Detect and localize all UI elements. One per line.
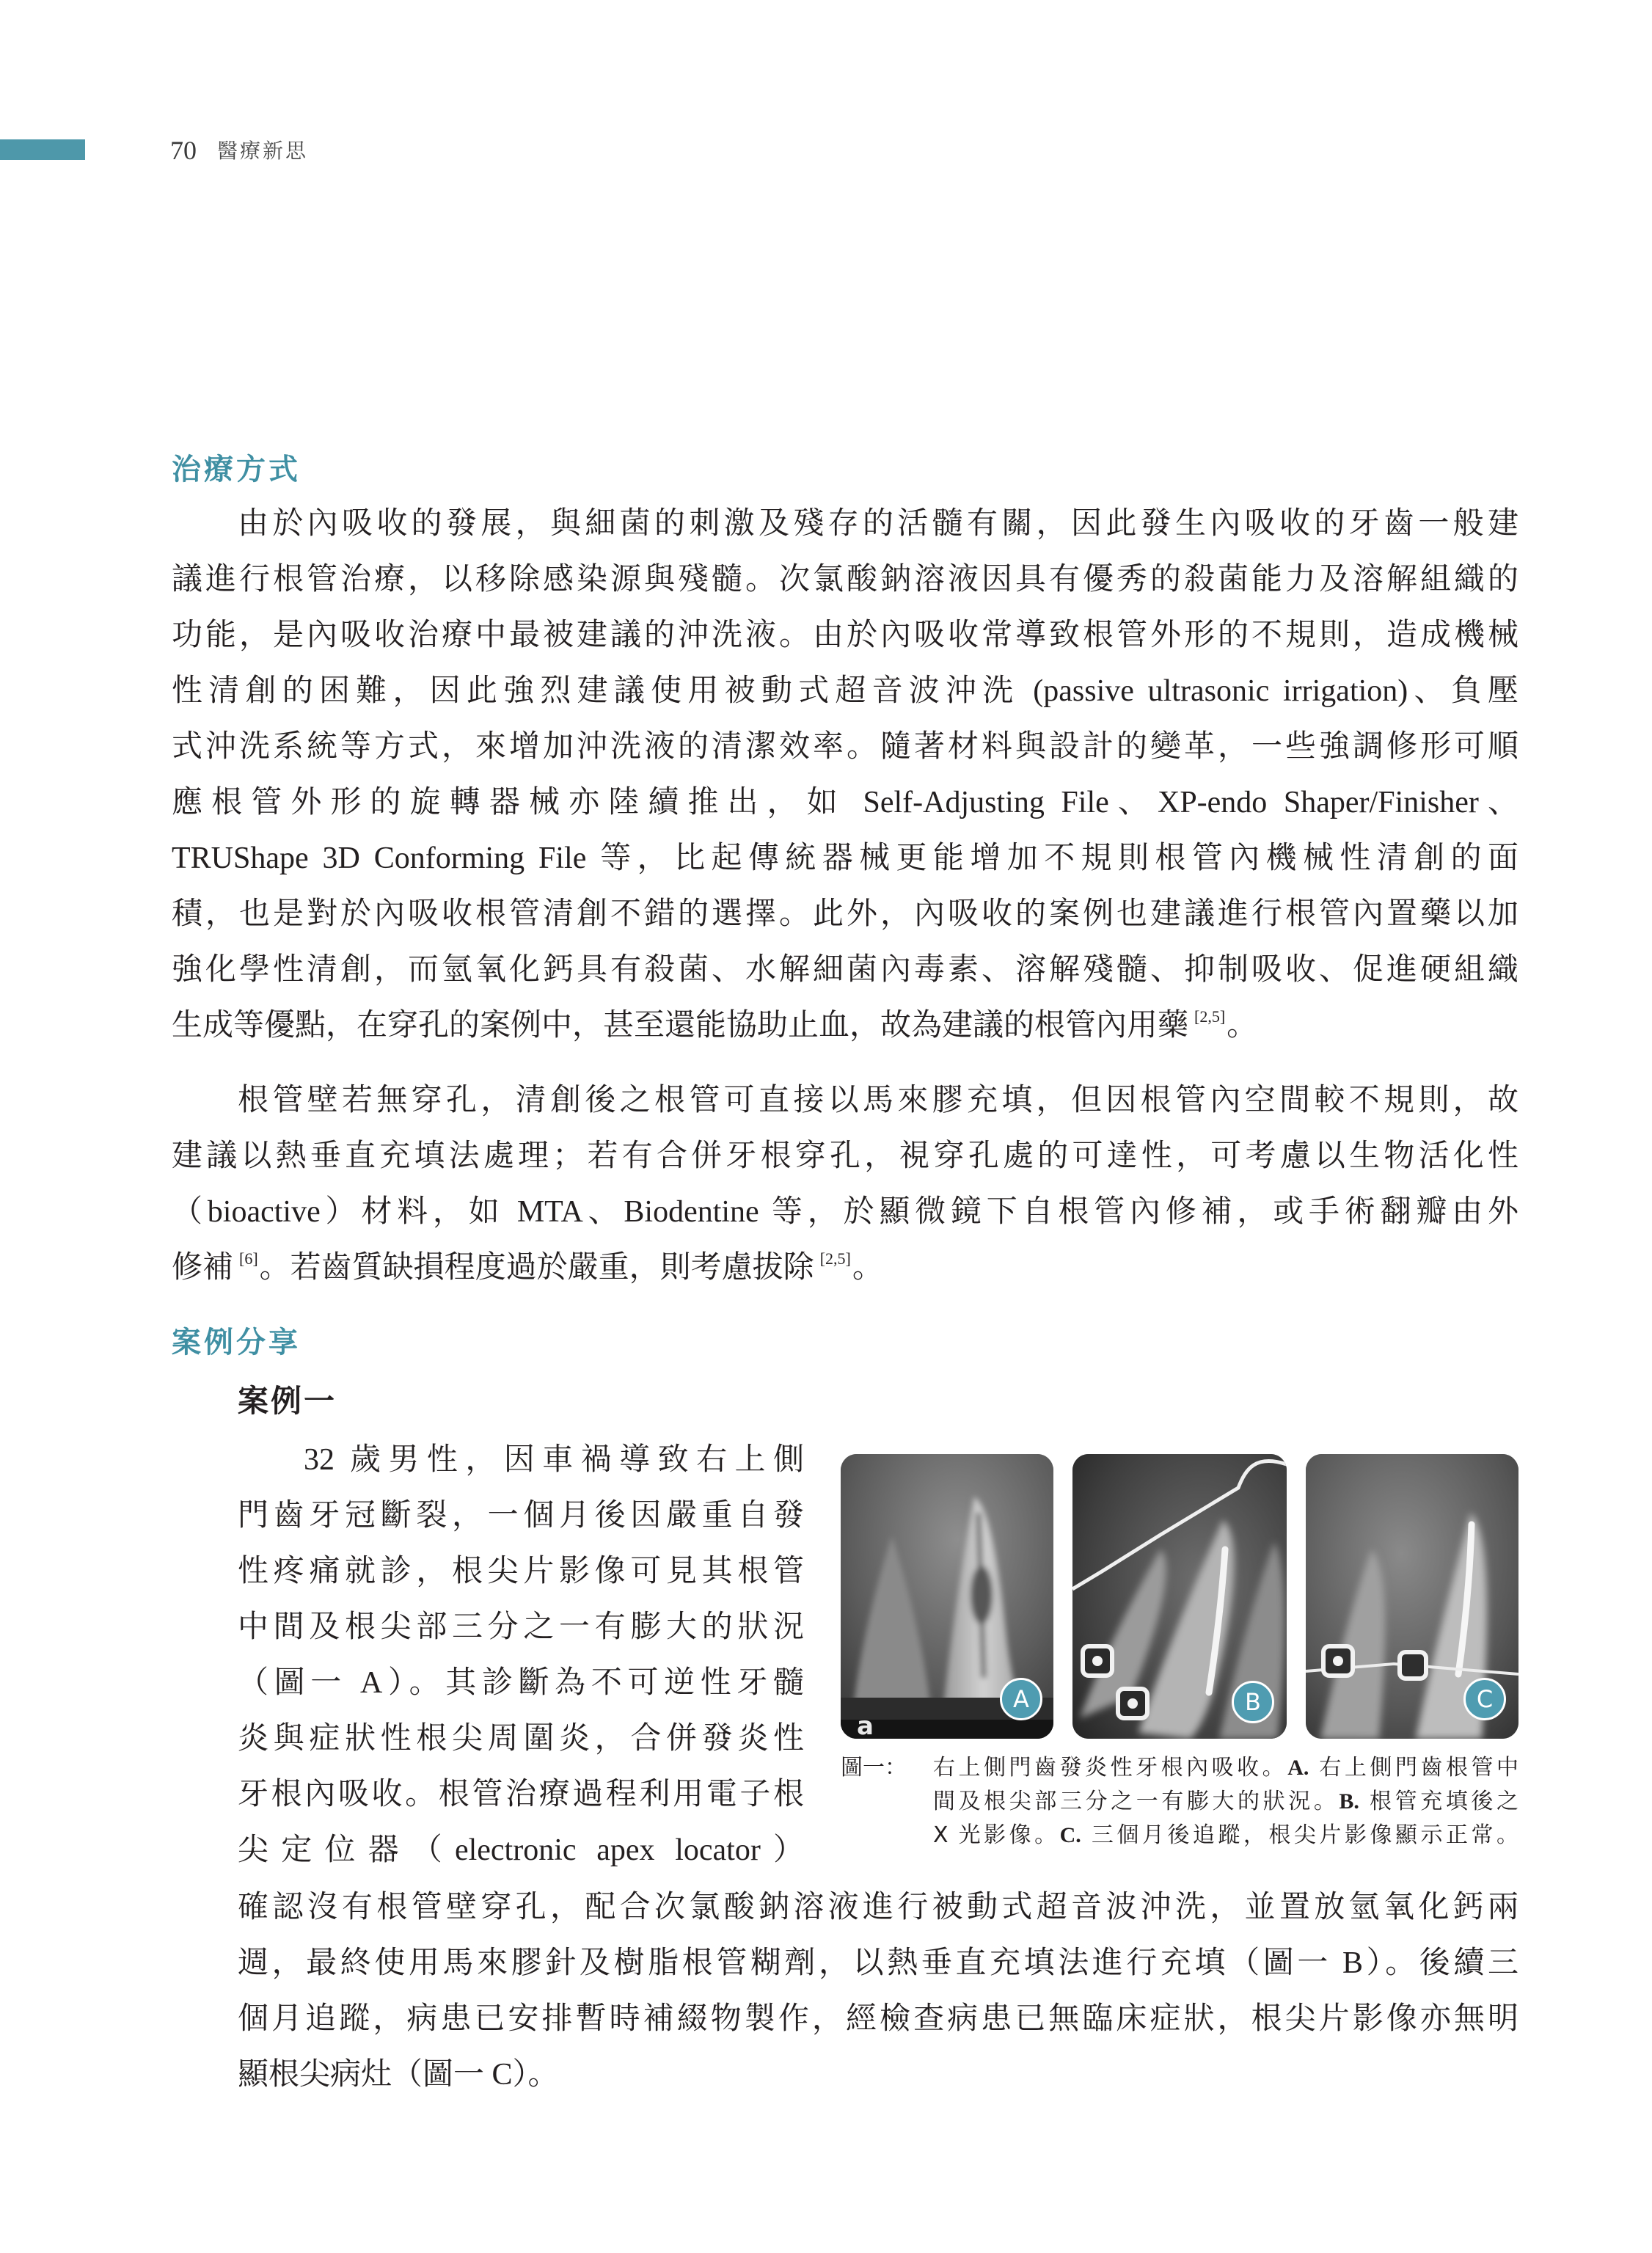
citation-ref: [2,5]	[819, 1249, 851, 1268]
bracket	[1323, 1646, 1353, 1676]
section-heading-treatment: 治療方式	[172, 453, 301, 486]
text-line: 尖定位器（electronic apex locator）	[238, 1833, 804, 1867]
text-line: 顯根尖病灶（圖一 C）。	[238, 2058, 559, 2092]
figure-caption-label: 圖一：	[841, 1755, 907, 1781]
citation-ref: [2,5]	[1194, 1007, 1226, 1026]
header-accent-bar	[0, 139, 85, 160]
caption-text: 右上側門齒發炎性牙根內吸收。	[933, 1755, 1288, 1781]
bracket	[1400, 1652, 1426, 1679]
panel-label-c: C	[1463, 1678, 1506, 1720]
treatment-paragraph-2	[172, 1073, 1518, 1296]
caption-line	[933, 1819, 1518, 1852]
page-number: 70	[170, 136, 197, 165]
text-line: （bioactive）材料，如 MTA、Biodentine 等，於顯微鏡下自根管內修補，或手術翻瓣由外	[172, 1195, 1518, 1229]
case-1-full-text	[238, 1880, 1518, 2103]
text-line: 牙根內吸收。根管治療過程利用電子根	[238, 1778, 804, 1811]
figure-caption	[933, 1751, 1518, 1852]
text-line: 中間及根尖部三分之一有膨大的狀況	[238, 1610, 804, 1644]
text-line: 32 歲男性，因車禍導致右上側	[304, 1443, 804, 1477]
line-text: 生成等優點，在穿孔的案例中，甚至還能協助止血，故為建議的根管內用藥	[172, 1009, 1189, 1042]
text-line: 應根管外形的旋轉器械亦陸續推出，如 Self-Adjusting File、XP-endo Shaper/Finisher、	[172, 786, 1518, 819]
line-end: 。	[1227, 1009, 1258, 1042]
caption-panel-mark: B.	[1339, 1789, 1359, 1814]
citation-ref: [6]	[239, 1249, 258, 1268]
section-heading-cases: 案例分享	[172, 1326, 301, 1359]
text-line: 性清創的困難，因此強烈建議使用被動式超音波沖洗 (passive ultrasonic irrigation)、負壓	[172, 674, 1518, 708]
treatment-paragraph-1	[172, 496, 1518, 1054]
text-line	[172, 998, 1518, 1054]
panel-label-b: B	[1232, 1681, 1274, 1723]
line-end: 。	[852, 1251, 883, 1285]
text-line: 週，最終使用馬來膠針及樹脂根管糊劑，以熱垂直充填法進行充填（圖一 B）。後續三	[238, 1946, 1518, 1980]
text-line: 議進行根管治療，以移除感染源與殘髓。次氯酸鈉溶液因具有優秀的殺菌能力及溶解組織的	[172, 563, 1518, 596]
text-line: 個月追蹤，病患已安排暫時補綴物製作，經檢查病患已無臨床症狀，根尖片影像亦無明	[238, 2002, 1518, 2036]
text-line	[172, 1240, 1518, 1296]
caption-panel-mark: A.	[1287, 1756, 1309, 1780]
line-text: 。若齒質缺損程度過於嚴重，則考慮拔除	[259, 1251, 814, 1285]
text-line: 由於內吸收的發展，與細菌的刺激及殘存的活髓有關，因此發生內吸收的牙齒一般建	[238, 507, 1518, 541]
text-line: （圖一 A）。其診斷為不可逆性牙髓	[238, 1666, 804, 1700]
text-line: 炎與症狀性根尖周圍炎，合併發炎性	[238, 1722, 804, 1756]
caption-text: 三個月後追蹤，根尖片影像顯示正常。	[1081, 1822, 1518, 1848]
text-line: 強化學性清創，而氫氧化鈣具有殺菌、水解細菌內毒素、溶解殘髓、抑制吸收、促進硬組織	[172, 953, 1518, 987]
bracket	[1083, 1646, 1112, 1676]
text-line: 功能，是內吸收治療中最被建議的沖洗液。由於內吸收常導致根管外形的不規則，造成機械	[172, 618, 1518, 652]
caption-text: 根管充填後之	[1359, 1789, 1519, 1814]
case-1-column-text	[238, 1432, 804, 1878]
text-line: 積，也是對於內吸收根管清創不錯的選擇。此外，內吸收的案例也建議進行根管內置藥以加	[172, 897, 1518, 931]
bracket	[1118, 1689, 1147, 1718]
text-line: TRUShape 3D Conforming File 等，比起傳統器械更能增加不規則根管內機械性清創的面	[172, 841, 1518, 875]
text-line: 根管壁若無穿孔，清創後之根管可直接以馬來膠充填，但因根管內空間較不規則，故	[238, 1084, 1518, 1117]
text-line: 式沖洗系統等方式，來增加沖洗液的清潔效率。隨著材料與設計的變革，一些強調修形可順	[172, 730, 1518, 764]
text-line: 性疼痛就診，根尖片影像可見其根管	[238, 1555, 804, 1588]
case-title: 案例一	[238, 1383, 337, 1419]
journal-title: 醫療新思	[217, 139, 309, 163]
line-text: 修補	[172, 1251, 234, 1285]
resorption-lesion	[971, 1566, 993, 1624]
text-line: 門齒牙冠斷裂，一個月後因嚴重自發	[238, 1499, 804, 1533]
caption-line	[933, 1751, 1518, 1785]
caption-text: X 光影像。	[933, 1822, 1060, 1848]
film-mark: a	[857, 1712, 874, 1739]
panel-label-a: A	[1000, 1678, 1042, 1720]
caption-panel-mark: C.	[1059, 1823, 1081, 1847]
caption-text: 間及根尖部三分之一有膨大的狀況。	[933, 1789, 1339, 1814]
text-line: 建議以熱垂直充填法處理；若有合併牙根穿孔，視穿孔處的可達性，可考慮以生物活化性	[172, 1139, 1518, 1173]
text-line: 確認沒有根管壁穿孔，配合次氯酸鈉溶液進行被動式超音波沖洗，並置放氫氧化鈣兩	[238, 1891, 1518, 1924]
caption-line	[933, 1785, 1518, 1819]
caption-text: 右上側門齒根管中	[1309, 1755, 1518, 1781]
